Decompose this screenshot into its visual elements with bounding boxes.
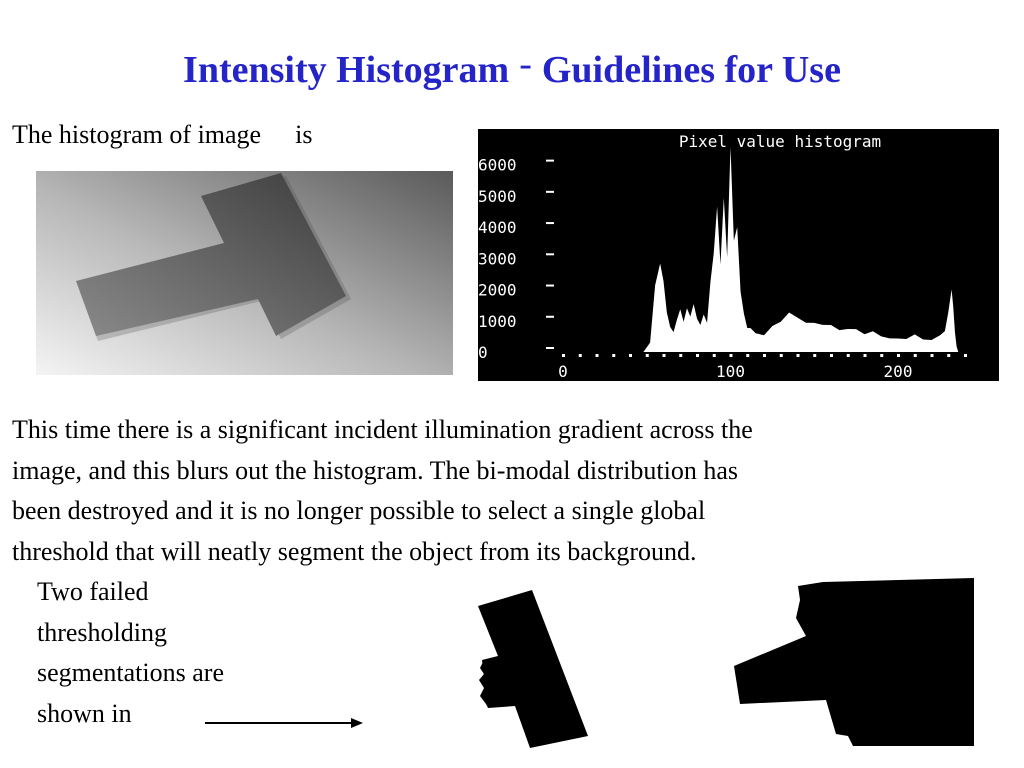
- x-axis-dot: [797, 354, 800, 357]
- x-axis-dot: [763, 354, 766, 357]
- x-axis-dot: [663, 354, 666, 357]
- x-axis-dot: [864, 354, 867, 357]
- x-axis-dot: [914, 354, 917, 357]
- x-axis-dot: [730, 354, 733, 357]
- x-axis-dot: [579, 354, 582, 357]
- tee-photo-image: [36, 171, 453, 375]
- intro-line: [12, 120, 312, 150]
- x-axis-dot: [947, 354, 950, 357]
- x-axis-dot: [713, 354, 716, 357]
- paragraph-line: been destroyed and it is no longer possible to select a single global: [12, 496, 706, 525]
- x-axis-dot: [931, 354, 934, 357]
- x-axis-dot: [562, 354, 565, 357]
- caption-line: segmentations are: [37, 658, 224, 687]
- y-tick-label: 0: [478, 343, 488, 362]
- y-tick-label: 5000: [478, 186, 517, 206]
- histogram-panel: [478, 129, 999, 381]
- histogram-area: [643, 147, 958, 352]
- title-sub: Guidelines for Use: [541, 49, 841, 91]
- title-separator: -: [519, 43, 532, 85]
- x-axis-dot: [679, 354, 682, 357]
- description-paragraph: [12, 410, 1012, 572]
- segmentation-result-1: [470, 588, 595, 750]
- x-axis-dot: [612, 354, 615, 357]
- x-axis-dot: [629, 354, 632, 357]
- x-axis-dot: [746, 354, 749, 357]
- histogram-title: Pixel value histogram: [678, 132, 882, 151]
- x-tick-label: 100: [716, 362, 745, 381]
- paragraph-line: image, and this blurs out the histogram. The bi-modal distribution has: [12, 455, 738, 485]
- x-axis-dot: [780, 354, 783, 357]
- x-axis-dot: [897, 354, 900, 357]
- slide-title: [0, 43, 1024, 92]
- x-axis-dot: [830, 354, 833, 357]
- y-tick-label: 1000: [478, 311, 517, 331]
- x-tick-label: 200: [883, 362, 913, 381]
- tee-photo: [36, 171, 453, 375]
- caption: [37, 572, 297, 734]
- intro-before: The histogram of image: [12, 120, 262, 149]
- x-axis-dot: [964, 354, 967, 357]
- x-axis-dot: [847, 354, 850, 357]
- caption-line: Two failed: [37, 577, 149, 606]
- y-tick-label: 2000: [478, 280, 517, 300]
- paragraph-line: threshold that will neatly segment the object from its background.: [12, 536, 697, 566]
- histogram-chart: [478, 129, 999, 381]
- x-axis-dot: [646, 354, 649, 357]
- x-axis-dot: [813, 354, 816, 357]
- paragraph-line: This time there is a significant incident illumination gradient across the: [12, 415, 753, 444]
- x-axis-dot: [596, 354, 599, 357]
- arrow-right-icon: [205, 715, 365, 731]
- segmentation-result-2: [728, 578, 974, 746]
- y-tick-label: 6000: [478, 155, 517, 175]
- caption-line: thresholding: [37, 617, 167, 647]
- x-tick-label: 0: [558, 362, 568, 381]
- y-tick-label: 4000: [478, 218, 517, 238]
- title-main: Intensity Histogram: [183, 49, 510, 91]
- x-axis-dot: [880, 354, 883, 357]
- y-tick-label: 3000: [478, 249, 517, 269]
- intro-after: is: [295, 120, 313, 149]
- caption-line: shown in: [37, 698, 132, 728]
- x-axis-dot: [696, 354, 699, 357]
